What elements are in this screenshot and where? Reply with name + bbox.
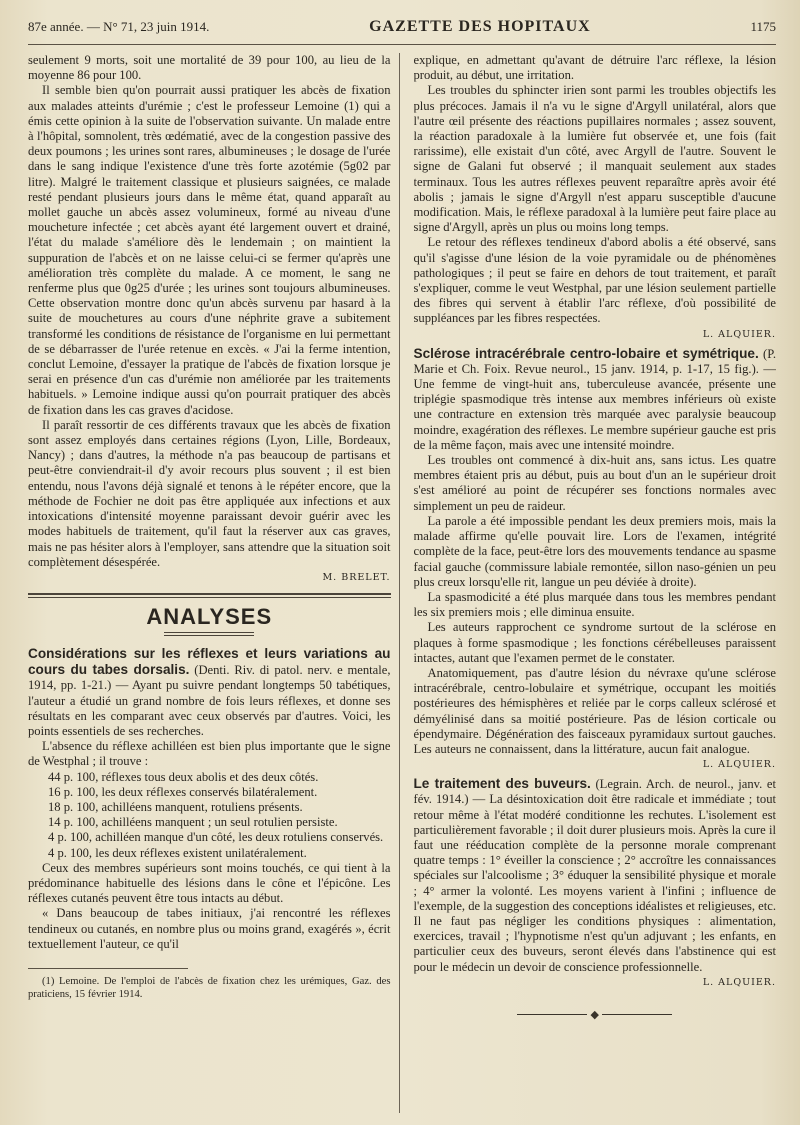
article-lead	[414, 346, 777, 453]
paragraph: Les troubles ont commencé à dix-huit ans, sans ictus. Les quatre membres étaient pris au début, puis au bout d'un an le supérieur droit s'est amélioré au point de récupérer ses fonctions normales avec simplement un peu de raideur.	[413, 453, 776, 513]
right-column	[414, 53, 777, 1113]
issue-info: 87e année. — N° 71, 23 juin 1914.	[28, 19, 210, 34]
list-item: 44 p. 100, réflexes tous deux abolis et des deux côtés.	[48, 769, 319, 784]
paragraph: seulement 9 morts, soit une mortalité de 39 pour 100, au lieu de la moyenne 86 pour 100.	[28, 53, 391, 83]
paragraph: Anatomiquement, pas d'autre lésion du névraxe qu'une sclérose intracérébrale, centro-lobulaire et symétrique, occupant les moitiés postérieures des hémisphères et reliée par le corps calleux sclérosé et démyélinisé dans sa moitié postérieure. Pas de lésion corticale ou épendymaire. Dégénération des faisceaux pyramidaux surtout gauches. Les auteurs ne connaissent, dans la littérature, aucun fait analogue.	[413, 665, 776, 756]
paragraph: « Dans beaucoup de tabes initiaux, j'ai rencontré les réflexes tendineux ou cutanés, en nombre plus ou moins grand, exagérés », écrit textuellement l'auteur, ce qu'il	[28, 906, 391, 951]
signature: L. ALQUIER.	[702, 759, 776, 771]
paragraph: explique, en admettant qu'avant de détruire l'arc réflexe, la lésion produit, au début, une irritation.	[413, 53, 776, 83]
article-lead	[414, 776, 777, 975]
article-reference: (P. Marie et Ch. Foix. Revue neurol., 15 janv. 1914, p. 1-17, 15 fig.). — Une femme de vingt-huit ans, tuberculeuse avancée, présente une triplégie spasmodique très intense aux membres inférieurs où existe une contracture en extension très marquée avec paralysie beaucoup moindre, exagération des réflexes. Le membre supérieur gauche est pris de la même façon, mais avec une intensité moindre.	[413, 346, 776, 452]
paragraph: Les auteurs rapprochent ce syndrome surtout de la sclérose en plaques à forme spasmodique ; les fonctions cérébelleuses paraissent intactes, autant que l'examen permet de le constater.	[413, 620, 776, 665]
article-buveurs	[414, 776, 777, 988]
list-item: 14 p. 100, achilléens manquent ; un seul rotulien persiste.	[48, 815, 338, 830]
list-item: 4 p. 100, achilléen manque d'un côté, les deux rotuliens conservés.	[48, 830, 384, 845]
end-ornament: ◆	[414, 1008, 777, 1021]
paragraph: La spasmodicité a été plus marquée dans tous les membres pendant les six premiers mois ; elle diminua ensuite.	[413, 589, 776, 620]
list-item: 4 p. 100, les deux réflexes existent unilatéralement.	[48, 845, 307, 860]
signature: M. BRELET.	[322, 571, 391, 583]
paragraph: La parole a été impossible pendant les deux premiers mois, mais la malade affirme qu'elle pouvait lire. Lors de l'examen, intégrité complète de la face, peut-être lors des mouvements tendance au spasme facial gauche (commissure labiale remontée, sillon naso-génien un peu plus creux lorsqu'elle rit, langue un peu déviée à droite).	[413, 513, 776, 589]
footnote-rule	[28, 968, 188, 969]
paragraph: Les troubles du sphincter irien sont parmi les troubles objectifs les plus précoces. Jamais il n'a vu le signe d'Argyll unilatéral, alors que l'autre œil présente des réactions pupillaires normales ; assez souvent, la réaction paradoxale à la lumière fut observée et, une fois (fait rarissime), elle existait d'un côté, avec Argyll de l'autre. Souvent le signe de Galani fut observé ; il manquait seulement aux stades terminaux. Tous les autres réflexes peuvent reparaître après avoir été abolis ; jamais le signe d'Argyll n'est apparu susceptible d'aucune modification. Mais, le réflexe paradoxal à la lumière peut faire place au signe d'Argyll, après un plus ou moins long temps.	[413, 83, 776, 235]
columns	[28, 53, 776, 1113]
paragraph: L'absence du réflexe achilléen est bien plus importante que le signe de Westphal ; il trouve :	[28, 739, 391, 769]
article-title: Le traitement des buveurs.	[413, 776, 591, 792]
article-sclerose	[414, 346, 777, 770]
paragraph: Le retour des réflexes tendineux d'abord abolis a été observé, sans qu'il s'agisse d'une lésion de la voie pyramidale ou de phénomènes pathologiques ; il peut se faire en dehors de tout traitement, et paraît s'expliquer, comme le veut Westphal, par une lésion seulement partielle des fibres qui servent à établir l'arc réflexe, d'où possibilité de suppléances par les fibres respectées.	[413, 235, 776, 326]
section-title: ANALYSES	[146, 603, 273, 629]
article-reference: (Legrain. Arch. de neurol., janv. et fév. 1914.) — La désintoxication doit être radicale et immédiate ; tout retour même à l'état modéré conditionne les rechutes. L'isolement est particulièrement favorable ; il doit durer plusieurs mois. Après la cure il faut une rééducation complète de la personne morale comprenant quatre temps : 1° éveiller la conscience ; 2° accroître les connaissances spéciales sur l'alcoolisme ; 3° éduquer la sensibilité physique et morale ; 4° armer la volonté. Les moyens varient à l'infini ; influence de l'exemple, de la suggestion des conceptions idéalistes et religieuses, etc. Il ne faut pas négliger les conditions physiques : alimentation, exercices, travail ; l'hypnotisme n'est qu'un adjuvant ; les enfants, en particulier ceux des buveurs, seront élevés dans l'abstinence qui est pour le médecin un devoir de conscience professionnelle.	[413, 777, 776, 974]
paragraph: Ceux des membres supérieurs sont moins touchés, ce qui tient à la prédominance habituelle des lésions dans le cône et l'épicône. Les réflexes cutanés peuvent être tous intacts au début.	[28, 860, 391, 906]
article-title: Sclérose intracérébrale centro-lobaire et symétrique.	[413, 345, 759, 361]
paragraph: Il paraît ressortir de ces différents travaux que les abcès de fixation sont assez employés dans certaines régions (Lyon, Lille, Bordeaux, Nancy) ; dans d'autres, la méthode n'a pas beaucoup de partisans et peut-être conviendrait-il d'y avoir recours plus souvent ; il est bien entendu, nous l'avons déjà signalé et tenons à le répéter encore, que la méthode de Fochier ne doit pas être appliquée aux infections et aux intoxications d'intensité moyenne paraissant devoir guérir avec les modes habituels de traitement, qu'il faut la réserver aux cas graves, mais ne pas hésiter alors à l'employer, sans attendre que la situation soit complètement désespérée.	[28, 417, 391, 569]
title-underline	[164, 632, 254, 636]
page-number: 1175	[750, 19, 776, 34]
footnote: (1) Lemoine. De l'emploi de l'abcès de fixation chez les urémiques, Gaz. des praticiens, 15 février 1914.	[28, 975, 391, 1000]
article-title: Considérations sur les réflexes et leurs variations au cours du tabes dorsalis.	[28, 645, 391, 678]
journal-title: GAZETTE DES HOPITAUX	[369, 18, 591, 35]
list-item: 18 p. 100, achilléens manquent, rotuliens présents.	[48, 799, 303, 814]
signature: L. ALQUIER.	[702, 328, 776, 340]
left-column	[28, 53, 400, 1113]
article-tabes	[28, 646, 391, 952]
section-divider	[28, 593, 391, 598]
page-header	[28, 18, 776, 45]
article-lead	[28, 646, 391, 739]
signature: L. ALQUIER.	[702, 976, 776, 988]
article-reference: (Denti. Riv. di patol. nerv. e mentale, 1914, pp. 1-21.) — Ayant pu suivre pendant longtemps 50 tabétiques, l'auteur a étudié un grand nombre de fois leurs réflexes, et donne ses résultats en les comparant avec ceux observés par d'autres. Voici, les points essentiels de ses recherches.	[28, 663, 391, 738]
paragraph: Il semble bien qu'on pourrait aussi pratiquer les abcès de fixation aux malades atteints d'urémie ; c'est le professeur Lemoine (1) qui a émis cette opinion à la suite de l'observation suivante. Un malade entre à l'hôpital, somnolent, très œdématié, avec de la congestion passive des deux poumons ; les urines sont rares, albumineuses ; le dosage de l'urée dans le sang indique l'existence d'une très forte azotémie (5g02 par litre). Malgré le traitement classique et plusieurs saignées, ce malade resté pendant plusieurs jours dans le même état, quand apparaît au mollet gauche un abcès assez volumineux, formé au niveau d'une moucheture infectée ; cet abcès ayant été largement ouvert et drainé, l'état du malade s'améliore dès le lendemain ; on maintient la suppuration de l'abcès et on ne laisse celui-ci se fermer qu'après une amélioration très complète du malade. A ce moment, le sang ne renferme plus que 0g25 d'urée ; les urines sont toujours albumineuses. Cette observation montre donc qu'un abcès survenu par hasard à la suite de mouchetures au cours d'une néphrite grave a subitement transformé les conditions de résistance de l'organisme en lui permettant de se débarrasser de l'urée retenue en excès. « J'ai la ferme intention, conclut Lemoine, d'essayer la pratique de l'abcès de fixation lorsque je serai en présence d'un cas d'urémie non améliorée par les traitements habituels. » Lemoine indique aussi qu'on pourrait pratiquer des abcès de fixation dans les cas graves d'acidose.	[28, 83, 391, 417]
list-item: 16 p. 100, les deux réflexes conservés bilatéralement.	[48, 784, 318, 799]
stats-list	[28, 770, 391, 861]
